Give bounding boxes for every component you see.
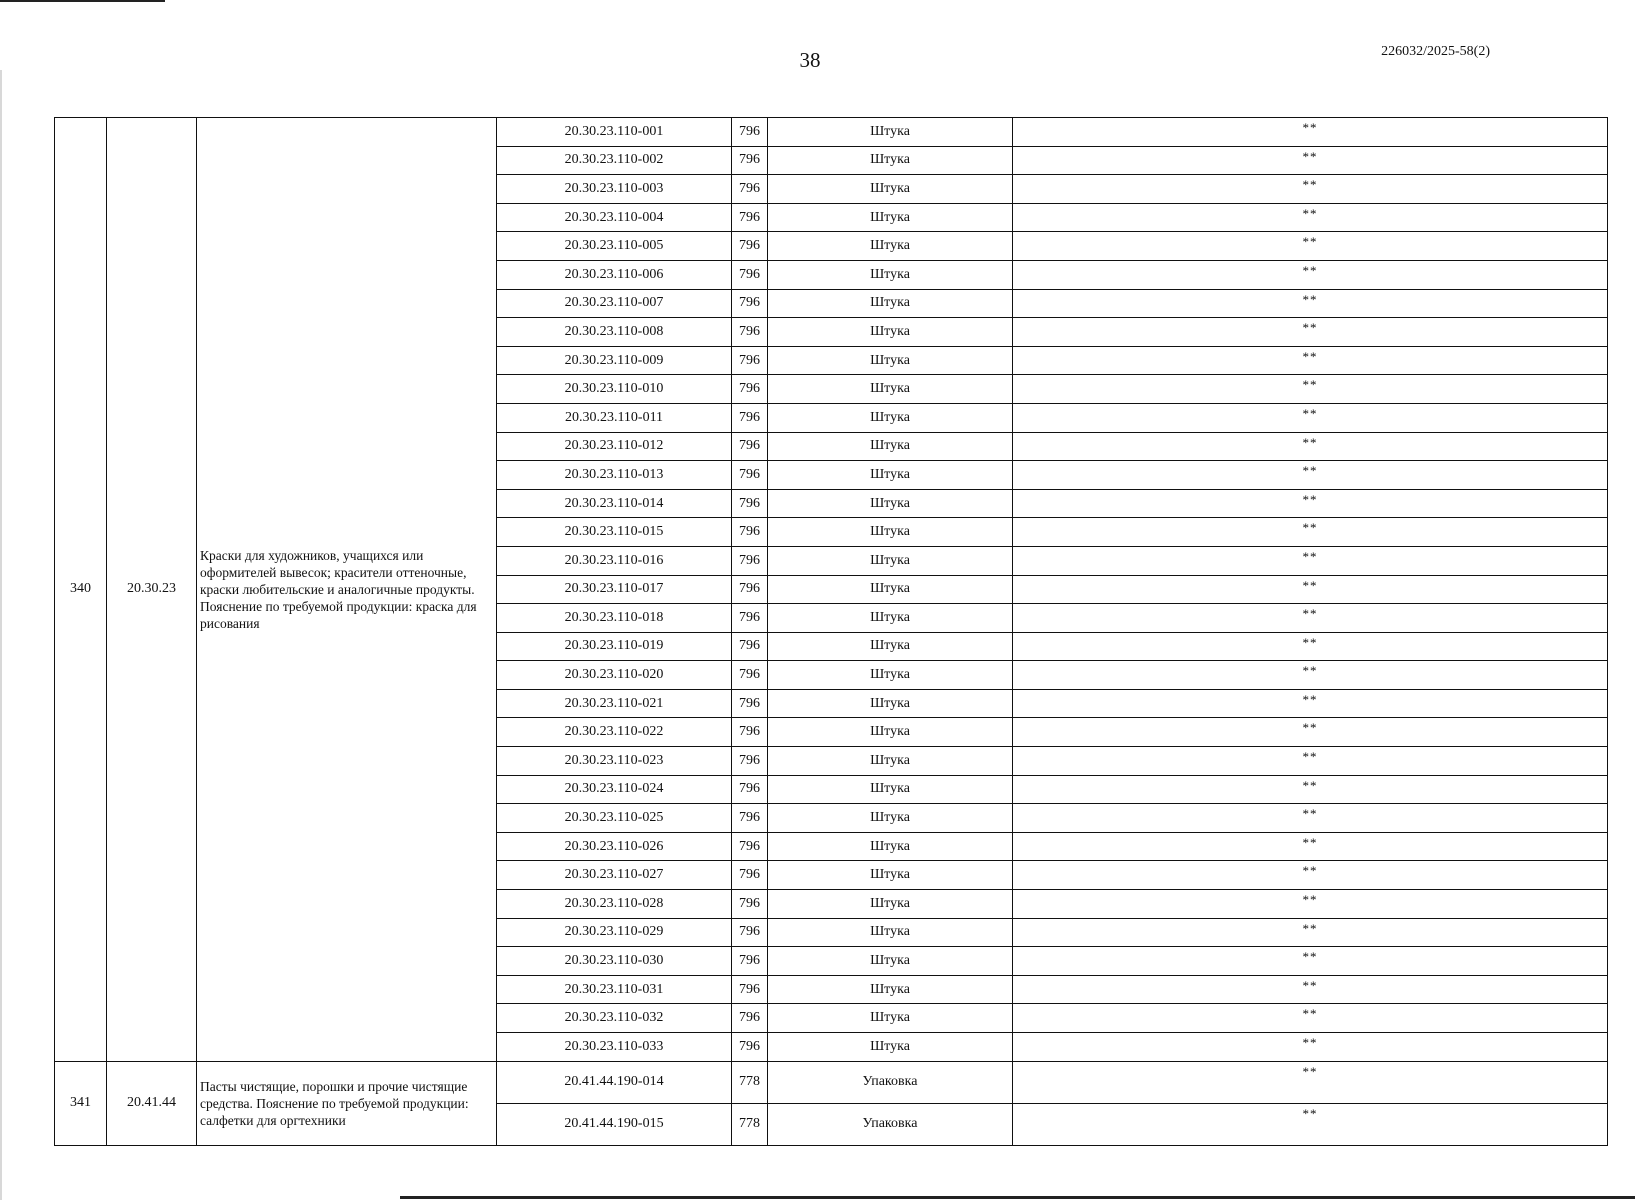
ktru-code: 20.30.23.110-031 bbox=[497, 975, 732, 1004]
ktru-code: 20.30.23.110-003 bbox=[497, 175, 732, 204]
unit-name: Штука bbox=[768, 975, 1013, 1004]
unit-name: Штука bbox=[768, 832, 1013, 861]
unit-name: Штука bbox=[768, 718, 1013, 747]
unit-name: Штука bbox=[768, 632, 1013, 661]
ktru-code: 20.30.23.110-013 bbox=[497, 461, 732, 490]
quantity-value: ** bbox=[1013, 918, 1608, 947]
okei-code: 796 bbox=[732, 661, 768, 690]
quantity-value: ** bbox=[1013, 461, 1608, 490]
okei-code: 796 bbox=[732, 260, 768, 289]
scan-border-top bbox=[0, 0, 165, 2]
quantity-value: ** bbox=[1013, 975, 1608, 1004]
unit-name: Штука bbox=[768, 346, 1013, 375]
quantity-value: ** bbox=[1013, 232, 1608, 261]
ktru-code: 20.30.23.110-021 bbox=[497, 689, 732, 718]
ktru-code: 20.30.23.110-014 bbox=[497, 489, 732, 518]
quantity-value: ** bbox=[1013, 947, 1608, 976]
ktru-code: 20.30.23.110-017 bbox=[497, 575, 732, 604]
table-row bbox=[55, 1061, 1608, 1103]
quantity-value: ** bbox=[1013, 1061, 1608, 1103]
quantity-value: ** bbox=[1013, 203, 1608, 232]
quantity-value: ** bbox=[1013, 1004, 1608, 1033]
okei-code: 796 bbox=[732, 289, 768, 318]
table-row bbox=[55, 118, 1608, 147]
scan-border-left bbox=[0, 70, 2, 1200]
quantity-value: ** bbox=[1013, 832, 1608, 861]
okpd2-code: 20.30.23 bbox=[107, 118, 197, 1062]
ktru-code: 20.30.23.110-020 bbox=[497, 661, 732, 690]
quantity-value: ** bbox=[1013, 747, 1608, 776]
okei-code: 796 bbox=[732, 146, 768, 175]
quantity-value: ** bbox=[1013, 118, 1608, 147]
unit-name: Штука bbox=[768, 118, 1013, 147]
scan-border-bottom bbox=[400, 1196, 1635, 1199]
quantity-value: ** bbox=[1013, 518, 1608, 547]
okei-code: 796 bbox=[732, 718, 768, 747]
quantity-value: ** bbox=[1013, 289, 1608, 318]
ktru-code: 20.30.23.110-029 bbox=[497, 918, 732, 947]
quantity-value: ** bbox=[1013, 861, 1608, 890]
ktru-code: 20.30.23.110-004 bbox=[497, 203, 732, 232]
ktru-code: 20.30.23.110-001 bbox=[497, 118, 732, 147]
unit-name: Штука bbox=[768, 318, 1013, 347]
okei-code: 796 bbox=[732, 832, 768, 861]
okei-code: 796 bbox=[732, 689, 768, 718]
specification-table bbox=[54, 117, 1608, 1146]
unit-name: Штука bbox=[768, 546, 1013, 575]
ktru-code: 20.30.23.110-026 bbox=[497, 832, 732, 861]
unit-name: Штука bbox=[768, 661, 1013, 690]
page-number: 38 bbox=[799, 48, 821, 72]
quantity-value: ** bbox=[1013, 689, 1608, 718]
okei-code: 796 bbox=[732, 461, 768, 490]
unit-name: Штука bbox=[768, 175, 1013, 204]
okei-code: 796 bbox=[732, 232, 768, 261]
quantity-value: ** bbox=[1013, 318, 1608, 347]
quantity-value: ** bbox=[1013, 804, 1608, 833]
quantity-value: ** bbox=[1013, 489, 1608, 518]
ktru-code: 20.30.23.110-027 bbox=[497, 861, 732, 890]
unit-name: Штука bbox=[768, 947, 1013, 976]
unit-name: Упаковка bbox=[768, 1061, 1013, 1103]
okei-code: 796 bbox=[732, 947, 768, 976]
quantity-value: ** bbox=[1013, 661, 1608, 690]
okei-code: 796 bbox=[732, 375, 768, 404]
ktru-code: 20.30.23.110-008 bbox=[497, 318, 732, 347]
quantity-value: ** bbox=[1013, 604, 1608, 633]
ktru-code: 20.30.23.110-024 bbox=[497, 775, 732, 804]
quantity-value: ** bbox=[1013, 432, 1608, 461]
unit-name: Упаковка bbox=[768, 1103, 1013, 1145]
okei-code: 796 bbox=[732, 975, 768, 1004]
unit-name: Штука bbox=[768, 289, 1013, 318]
ktru-code: 20.30.23.110-015 bbox=[497, 518, 732, 547]
okei-code: 796 bbox=[732, 861, 768, 890]
ktru-code: 20.30.23.110-019 bbox=[497, 632, 732, 661]
ktru-code: 20.41.44.190-014 bbox=[497, 1061, 732, 1103]
ktru-code: 20.41.44.190-015 bbox=[497, 1103, 732, 1145]
okei-code: 796 bbox=[732, 575, 768, 604]
unit-name: Штука bbox=[768, 432, 1013, 461]
okei-code: 796 bbox=[732, 918, 768, 947]
ktru-code: 20.30.23.110-032 bbox=[497, 1004, 732, 1033]
ktru-code: 20.30.23.110-010 bbox=[497, 375, 732, 404]
quantity-value: ** bbox=[1013, 1033, 1608, 1062]
item-description: Краски для художников, учащихся или оформителей вывесок; красители оттеночные, краски любительские и аналогичные продукты. Пояснение по требуемой продукции: краска для рисования bbox=[197, 118, 497, 1062]
okei-code: 796 bbox=[732, 318, 768, 347]
unit-name: Штука bbox=[768, 375, 1013, 404]
quantity-value: ** bbox=[1013, 718, 1608, 747]
item-number: 340 bbox=[55, 118, 107, 1062]
item-description: Пасты чистящие, порошки и прочие чистящие средства. Пояснение по требуемой продукции: салфетки для оргтехники bbox=[197, 1061, 497, 1145]
ktru-code: 20.30.23.110-033 bbox=[497, 1033, 732, 1062]
ktru-code: 20.30.23.110-002 bbox=[497, 146, 732, 175]
okei-code: 796 bbox=[732, 1004, 768, 1033]
okei-code: 796 bbox=[732, 775, 768, 804]
okei-code: 796 bbox=[732, 175, 768, 204]
quantity-value: ** bbox=[1013, 775, 1608, 804]
okei-code: 796 bbox=[732, 118, 768, 147]
ktru-code: 20.30.23.110-018 bbox=[497, 604, 732, 633]
quantity-value: ** bbox=[1013, 403, 1608, 432]
okei-code: 778 bbox=[732, 1103, 768, 1145]
quantity-value: ** bbox=[1013, 1103, 1608, 1145]
okei-code: 796 bbox=[732, 489, 768, 518]
quantity-value: ** bbox=[1013, 546, 1608, 575]
unit-name: Штука bbox=[768, 518, 1013, 547]
unit-name: Штука bbox=[768, 890, 1013, 919]
unit-name: Штука bbox=[768, 489, 1013, 518]
quantity-value: ** bbox=[1013, 175, 1608, 204]
ktru-code: 20.30.23.110-005 bbox=[497, 232, 732, 261]
unit-name: Штука bbox=[768, 203, 1013, 232]
document-id: 226032/2025-58(2) bbox=[1381, 44, 1490, 59]
table-body bbox=[55, 118, 1608, 1146]
ktru-code: 20.30.23.110-030 bbox=[497, 947, 732, 976]
okei-code: 796 bbox=[732, 518, 768, 547]
unit-name: Штука bbox=[768, 260, 1013, 289]
unit-name: Штука bbox=[768, 861, 1013, 890]
ktru-code: 20.30.23.110-007 bbox=[497, 289, 732, 318]
okei-code: 796 bbox=[732, 546, 768, 575]
unit-name: Штука bbox=[768, 689, 1013, 718]
unit-name: Штука bbox=[768, 775, 1013, 804]
unit-name: Штука bbox=[768, 804, 1013, 833]
unit-name: Штука bbox=[768, 232, 1013, 261]
okei-code: 796 bbox=[732, 632, 768, 661]
quantity-value: ** bbox=[1013, 890, 1608, 919]
unit-name: Штука bbox=[768, 918, 1013, 947]
okei-code: 796 bbox=[732, 747, 768, 776]
unit-name: Штука bbox=[768, 604, 1013, 633]
ktru-code: 20.30.23.110-028 bbox=[497, 890, 732, 919]
ktru-code: 20.30.23.110-011 bbox=[497, 403, 732, 432]
okei-code: 796 bbox=[732, 604, 768, 633]
ktru-code: 20.30.23.110-016 bbox=[497, 546, 732, 575]
unit-name: Штука bbox=[768, 1004, 1013, 1033]
unit-name: Штука bbox=[768, 403, 1013, 432]
quantity-value: ** bbox=[1013, 146, 1608, 175]
ktru-code: 20.30.23.110-022 bbox=[497, 718, 732, 747]
quantity-value: ** bbox=[1013, 375, 1608, 404]
okei-code: 796 bbox=[732, 890, 768, 919]
okei-code: 796 bbox=[732, 1033, 768, 1062]
ktru-code: 20.30.23.110-025 bbox=[497, 804, 732, 833]
okei-code: 796 bbox=[732, 432, 768, 461]
unit-name: Штука bbox=[768, 1033, 1013, 1062]
unit-name: Штука bbox=[768, 461, 1013, 490]
okei-code: 796 bbox=[732, 203, 768, 232]
item-number: 341 bbox=[55, 1061, 107, 1145]
unit-name: Штука bbox=[768, 575, 1013, 604]
okei-code: 796 bbox=[732, 804, 768, 833]
unit-name: Штука bbox=[768, 747, 1013, 776]
ktru-code: 20.30.23.110-012 bbox=[497, 432, 732, 461]
unit-name: Штука bbox=[768, 146, 1013, 175]
quantity-value: ** bbox=[1013, 260, 1608, 289]
okei-code: 796 bbox=[732, 403, 768, 432]
okei-code: 796 bbox=[732, 346, 768, 375]
okei-code: 778 bbox=[732, 1061, 768, 1103]
okpd2-code: 20.41.44 bbox=[107, 1061, 197, 1145]
ktru-code: 20.30.23.110-006 bbox=[497, 260, 732, 289]
ktru-code: 20.30.23.110-009 bbox=[497, 346, 732, 375]
quantity-value: ** bbox=[1013, 575, 1608, 604]
quantity-value: ** bbox=[1013, 346, 1608, 375]
quantity-value: ** bbox=[1013, 632, 1608, 661]
ktru-code: 20.30.23.110-023 bbox=[497, 747, 732, 776]
